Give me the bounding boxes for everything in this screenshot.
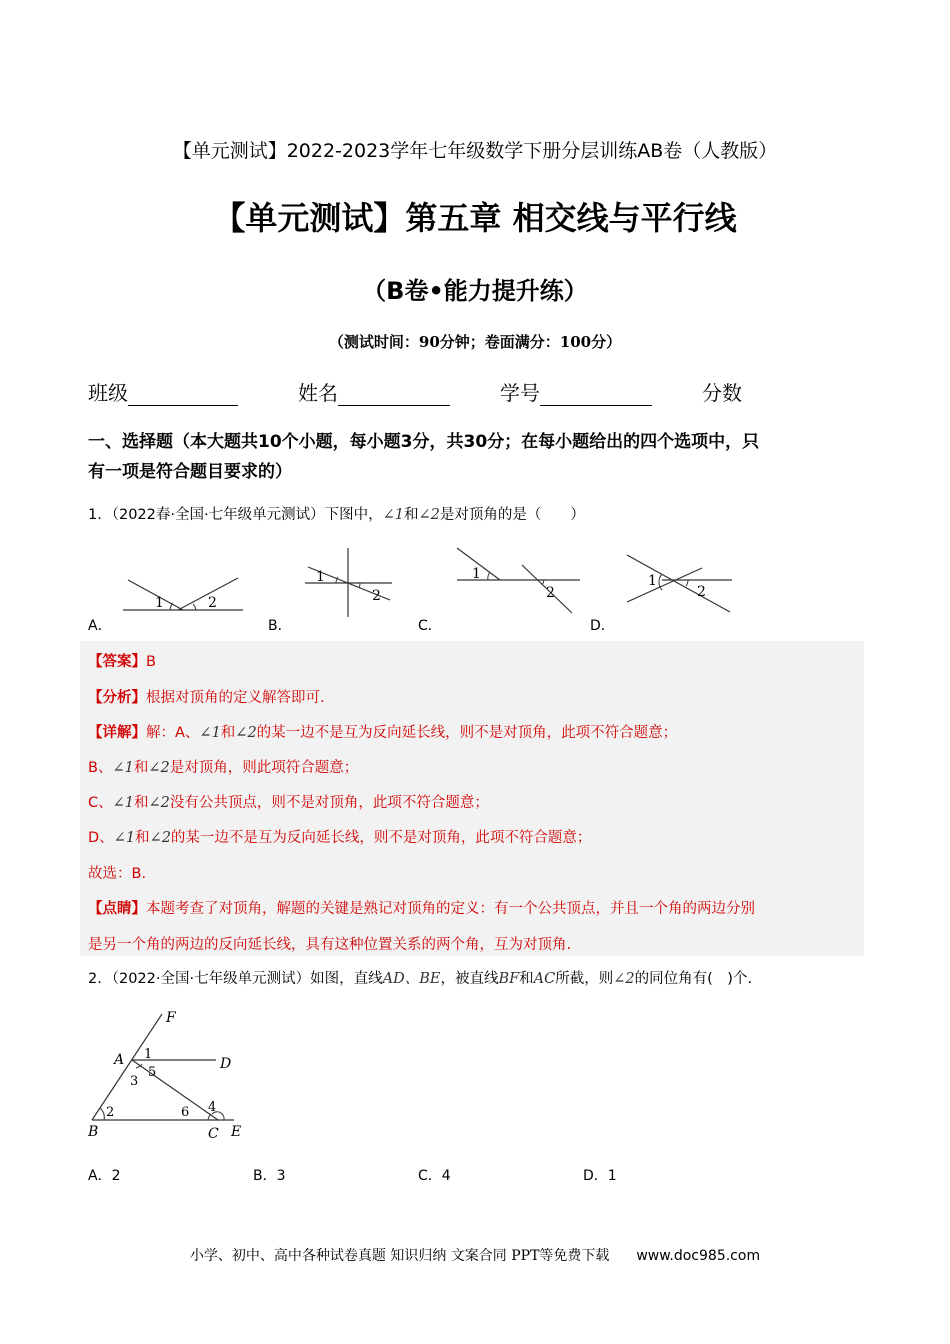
detail-text: 的某一边不是互为反向延长线，则不是对顶角，此项不符合题意； (170, 830, 592, 846)
label-6: 6 (181, 1105, 190, 1120)
q1-figure-a (118, 570, 248, 615)
angle-2: ∠2 (148, 795, 170, 811)
detail-line-a (88, 721, 677, 742)
label-F: F (166, 1010, 176, 1026)
q2-option-a[interactable]: A．2 (88, 1168, 121, 1184)
q1-figure-c (452, 545, 582, 617)
detail-tag: 【详解】 (88, 725, 146, 741)
detail-line-d (88, 826, 591, 847)
answer-value: B (146, 654, 156, 670)
answer-tag: 【答案】 (88, 654, 146, 670)
detail-prefix: 解：A、 (146, 725, 200, 741)
time-note: （测试时间：90分钟；卷面满分：100分） (328, 333, 622, 351)
angle-2: ∠2 (235, 725, 257, 741)
detail-text: 是对顶角，则此项符合题意； (169, 760, 359, 776)
label-E: E (231, 1124, 242, 1140)
q1-figure-b (300, 545, 400, 620)
label-D: D (220, 1056, 232, 1072)
comment-tag: 【点睛】 (88, 901, 146, 917)
q2-option-d[interactable]: D．1 (583, 1168, 617, 1184)
analysis-tag: 【分析】 (88, 690, 146, 706)
section-heading (88, 427, 868, 487)
detail-line-b (88, 756, 358, 777)
label-A: A (114, 1052, 125, 1068)
score-field (702, 377, 742, 406)
angle-1: ∠1 (113, 830, 136, 846)
label-1: 1 (144, 1047, 153, 1062)
stem-text: 的同位角有( )个. (634, 971, 753, 987)
angle-2: ∠2 (149, 830, 171, 846)
and-text: 和 (220, 725, 236, 741)
q2-option-c[interactable]: C．4 (418, 1168, 451, 1184)
lines-ad-be: AD、BE (382, 971, 441, 987)
label-1: 1 (472, 566, 481, 582)
question-number: 1． (88, 507, 112, 523)
detail-prefix: C、 (88, 795, 113, 811)
question-2-stem (88, 967, 752, 988)
question-number: 2． (88, 971, 112, 987)
name-label: 姓名 (298, 381, 338, 405)
detail-text: 没有公共顶点，则不是对顶角，此项不符合题意； (169, 795, 489, 811)
stem-text: ，被直线 (440, 971, 499, 987)
label-1: 1 (155, 595, 164, 611)
label-1: 1 (648, 573, 657, 589)
detail-prefix: D、 (88, 830, 114, 846)
stem-text: 下图中， (324, 507, 383, 523)
detail-prefix: B、 (88, 760, 113, 776)
q2-figure (84, 1008, 254, 1143)
q1-figure-d (622, 550, 734, 615)
conclusion-line: 故选：B. (88, 866, 147, 882)
section-heading-line2: 有一项是符合题目要求的） (88, 462, 292, 482)
page-title: 【单元测试】第五章 相交线与平行线 (213, 199, 737, 237)
name-field (298, 377, 450, 406)
comment-line-1 (88, 897, 868, 918)
class-label: 班级 (88, 381, 128, 405)
angle-1: ∠1 (382, 507, 404, 523)
stem-text: 所截，则 (555, 971, 614, 987)
id-field (500, 377, 652, 406)
question-source: （2022·全国·七年级单元测试） (111, 971, 311, 987)
detail-line-c (88, 791, 489, 812)
q1-option-c[interactable]: C． (418, 618, 442, 634)
and-text: 和 (135, 830, 150, 846)
label-2: 2 (546, 585, 555, 601)
question-1-stem (88, 503, 585, 524)
and-text: 和 (133, 760, 149, 776)
comment-text: 本题考查了对顶角，解题的关键是熟记对顶角的定义：有一个公共顶点，并且一个角的两边分别 (146, 901, 755, 917)
label-B: B (88, 1124, 99, 1140)
angle-2: ∠2 (418, 507, 440, 523)
label-3: 3 (130, 1074, 139, 1089)
stem-text: 如图，直线 (310, 971, 383, 987)
score-label: 分数 (702, 381, 742, 405)
angle-1: ∠1 (112, 760, 134, 776)
analysis-text: 根据对顶角的定义解答即可. (146, 690, 325, 706)
label-5: 5 (148, 1065, 157, 1080)
footer-text: 小学、初中、高中各种试卷真题 知识归纳 文案合同 PPT等免费下载 (189, 1248, 610, 1264)
label-4: 4 (208, 1100, 217, 1115)
stem-text: 和 (403, 507, 419, 523)
stem-text: 和 (519, 971, 534, 987)
label-1: 1 (316, 569, 325, 585)
label-2: 2 (106, 1105, 115, 1120)
angle-2: ∠2 (613, 971, 635, 987)
and-text: 和 (134, 795, 149, 811)
document-supertitle: 【单元测试】2022-2023学年七年级数学下册分层训练AB卷（人教版） (172, 140, 778, 162)
name-blank[interactable] (338, 385, 450, 406)
analysis-line (88, 686, 325, 707)
q1-option-d[interactable]: D． (590, 618, 615, 634)
id-label: 学号 (500, 381, 540, 405)
line-bf: BF (498, 971, 520, 987)
class-field (88, 377, 238, 406)
label-C: C (208, 1126, 219, 1142)
label-2: 2 (697, 584, 706, 600)
q1-option-b[interactable]: B． (268, 618, 292, 634)
class-blank[interactable] (128, 385, 238, 406)
angle-1: ∠1 (199, 725, 221, 741)
line-ac: AC (533, 971, 556, 987)
q1-option-a[interactable]: A． (88, 618, 112, 634)
page-subtitle: （B卷•能力提升练） (362, 277, 588, 305)
section-heading-line1: 一、选择题（本大题共10个小题，每小题3分，共30分；在每小题给出的四个选项中，只 (88, 432, 760, 452)
label-2: 2 (372, 588, 381, 604)
stem-text: 是对顶角的是（ ） (439, 507, 585, 523)
comment-line-2: 是另一个角的两边的反向延长线，具有这种位置关系的两个角，互为对顶角. (88, 937, 572, 953)
footer-url[interactable]: www.doc985.com (636, 1248, 761, 1264)
question-source: （2022春·全国·七年级单元测试） (111, 507, 325, 523)
angle-1: ∠1 (112, 795, 134, 811)
q2-option-b[interactable]: B．3 (253, 1168, 286, 1184)
id-blank[interactable] (540, 385, 652, 406)
label-2: 2 (208, 595, 217, 611)
answer-line (88, 650, 156, 671)
page-footer (0, 1245, 950, 1265)
angle-2: ∠2 (148, 760, 170, 776)
detail-text: 的某一边不是互为反向延长线，则不是对顶角，此项不符合题意； (256, 725, 678, 741)
